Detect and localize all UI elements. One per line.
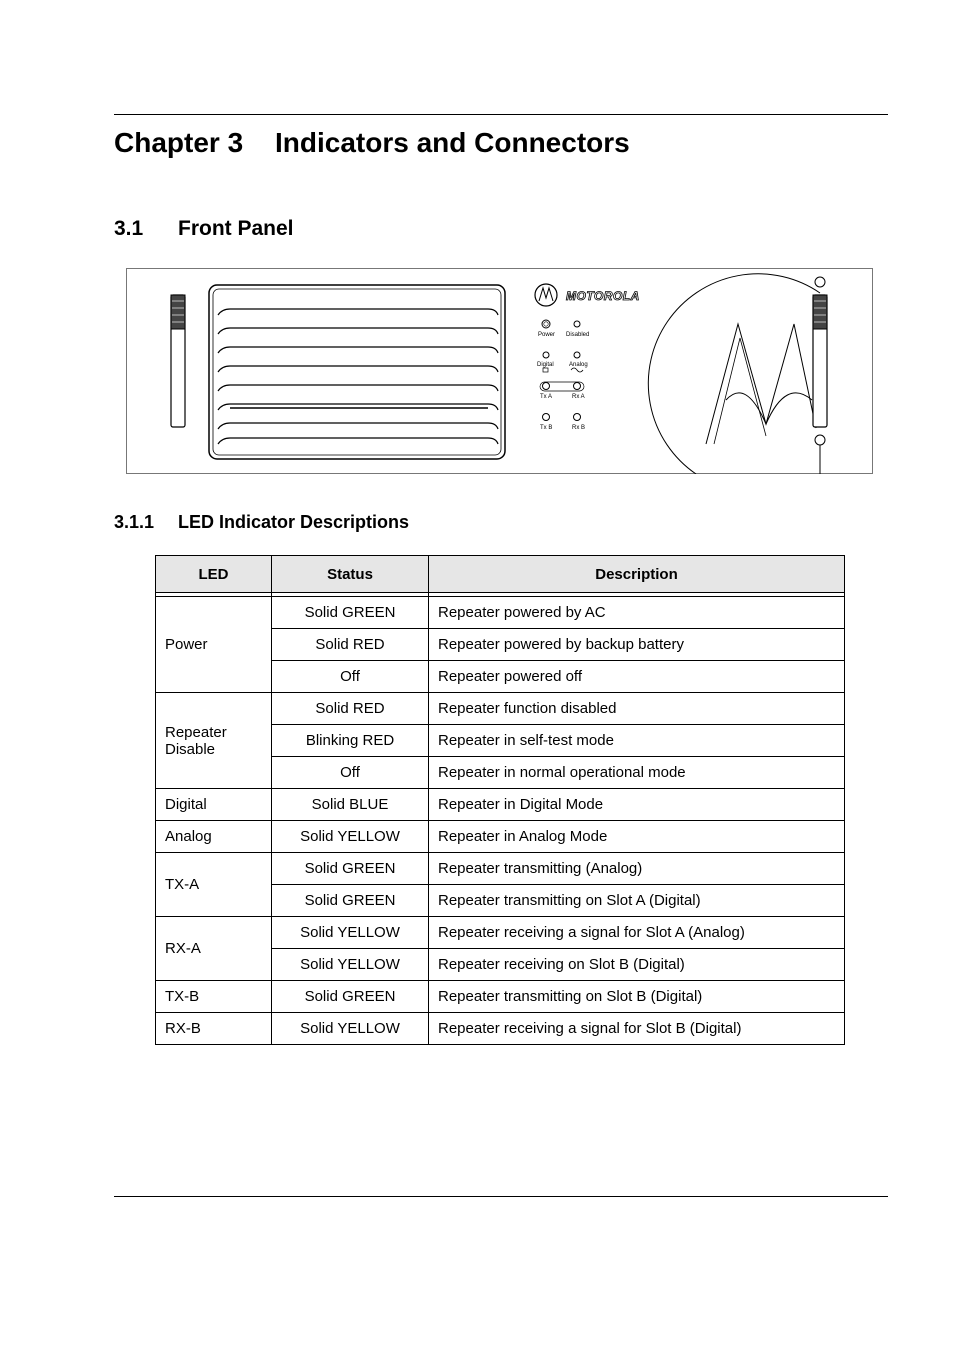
section-number: 3.1 [114,217,144,240]
led-label-disabled: Disabled [566,332,590,338]
header-status: Status [272,556,429,593]
led-cell-tx-b: TX-B [156,981,272,1013]
table-header-row [156,556,845,593]
status-cell: Solid RED [272,629,429,661]
led-cell-digital: Digital [156,789,272,821]
motorola-logo [535,284,557,306]
subsection-title: LED Indicator Descriptions [178,512,410,532]
led-label-rx-b: Rx B [572,425,586,431]
description-cell: Repeater transmitting on Slot A (Digital) [429,885,845,917]
description-cell: Repeater receiving on Slot B (Digital) [429,949,845,981]
status-cell: Solid BLUE [272,789,429,821]
header-rule [114,114,888,115]
description-cell: Repeater powered by AC [429,597,845,629]
led-cell-analog: Analog [156,821,272,853]
led-name-line-2: Disable [165,740,216,758]
led-label-rx-a: Rx A [572,394,585,400]
description-cell: Repeater in self-test mode [429,725,845,757]
status-cell: Solid YELLOW [272,917,429,949]
status-cell: Solid GREEN [272,597,429,629]
description-cell: Repeater receiving a signal for Slot A (Analog) [429,917,845,949]
status-cell: Solid YELLOW [272,949,429,981]
led-label-digital: Digital [537,362,554,368]
description-cell: Repeater in Analog Mode [429,821,845,853]
led-cell-rx-a: RX-A [156,917,272,981]
description-cell: Repeater powered by backup battery [429,629,845,661]
led-cell-tx-a: TX-A [156,853,272,917]
table-row [156,693,845,725]
table-row [156,789,845,821]
header-led: LED [156,556,272,593]
status-cell: Solid GREEN [272,853,429,885]
led-label-power: Power [538,332,556,338]
led-name-line-1: Repeater [165,723,227,741]
front-panel-drawing [126,268,873,474]
led-label-analog: Analog [569,362,588,368]
speaker-grille [209,285,505,459]
brand-text: MOTOROLA [566,289,640,303]
chapter-title-text: Indicators and Connectors [275,127,630,158]
description-cell: Repeater receiving a signal for Slot B (Digital) [429,1013,845,1045]
description-cell: Repeater in normal operational mode [429,757,845,789]
front-panel-illustration [126,268,873,474]
led-label-tx-b: Tx B [540,425,553,431]
table-row [156,853,845,885]
footer-rule [114,1196,888,1197]
status-cell: Blinking RED [272,725,429,757]
led-cell-repeater-disable [156,693,272,789]
description-cell: Repeater powered off [429,661,845,693]
description-cell: Repeater transmitting (Analog) [429,853,845,885]
led-label-tx-a: Tx A [540,394,553,400]
description-cell: Repeater transmitting on Slot B (Digital) [429,981,845,1013]
description-cell: Repeater function disabled [429,693,845,725]
chapter-title [114,127,630,159]
table-row [156,981,845,1013]
table-row [156,821,845,853]
description-cell: Repeater in Digital Mode [429,789,845,821]
status-cell: Off [272,757,429,789]
led-cell-rx-b: RX-B [156,1013,272,1045]
led-cell-power: Power [156,597,272,693]
table-row [156,597,845,629]
subsection-number: 3.1.1 [114,512,155,532]
chapter-number: Chapter 3 [114,127,244,158]
subsection-heading [114,512,409,533]
table-row [156,1013,845,1045]
left-handle [171,295,185,427]
section-heading [114,217,294,241]
status-cell: Solid RED [272,693,429,725]
section-title: Front Panel [178,217,294,240]
status-cell: Solid GREEN [272,885,429,917]
status-cell: Solid YELLOW [272,1013,429,1045]
header-description: Description [429,556,845,593]
table-row [156,917,845,949]
status-cell: Solid YELLOW [272,821,429,853]
status-cell: Off [272,661,429,693]
status-cell: Solid GREEN [272,981,429,1013]
led-indicator-table [155,555,845,1045]
